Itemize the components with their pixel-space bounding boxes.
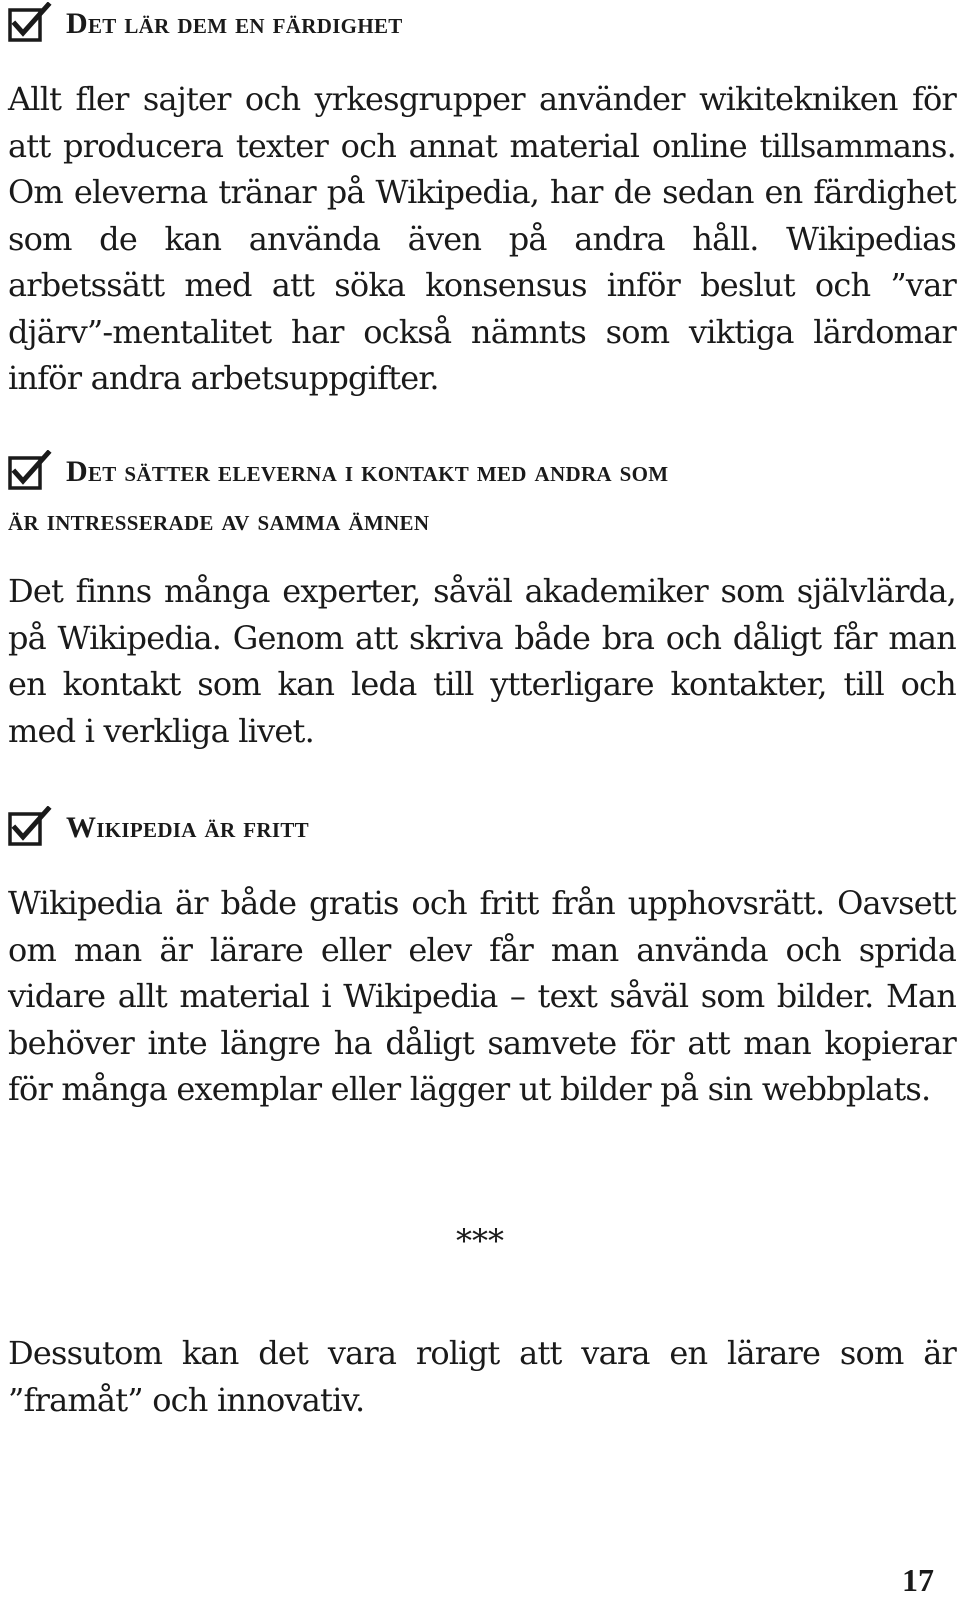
section-separator: *** — [456, 1222, 504, 1260]
section-skill — [8, 2, 956, 402]
section-heading: Det lär dem en färdighet — [66, 7, 403, 40]
section-heading-line1: Det sätter eleverna i kontakt med andra som — [66, 455, 669, 488]
section-contact — [8, 450, 956, 754]
checkbox-checked-icon — [8, 806, 52, 846]
closing-text: Dessutom kan det vara roligt att vara en lärare som är ”framåt” och innovativ. — [8, 1334, 956, 1419]
page-number: 17 — [902, 1562, 934, 1598]
section-heading-row — [8, 450, 956, 494]
section-body: Allt fler sajter och yrkesgrupper använder wikitekniken för att producera texter och annat material online tillsammans. Om eleverna tränar på Wikipedia, har de sedan en färdighet som de kan använda även på andra håll. Wikipedias arbetssätt med att söka konsensus inför beslut och ”var djärv”-mentalitet har också nämnts som viktiga lärdomar inför andra arbetsuppgifter. — [8, 80, 956, 397]
section-free — [8, 806, 956, 1113]
checkbox-checked-icon — [8, 450, 52, 490]
section-heading-row — [8, 2, 956, 46]
section-heading: Wikipedia är fritt — [66, 811, 309, 844]
section-heading-line2: är intresserade av samma ämnen — [8, 504, 430, 537]
section-body: Wikipedia är både gratis och fritt från upphovsrätt. Oavsett om man är lärare eller elev får man använda och sprida vidare allt material i Wikipedia – text såväl som bilder. Man behöver inte längre ha dåligt samvete för att man kopierar för många exemplar eller lägger ut bilder på sin webbplats. — [8, 884, 956, 1108]
closing-section — [8, 1330, 956, 1423]
section-body: Det finns många experter, såväl akademiker som självlärda, på Wikipedia. Genom att skriva både bra och dåligt får man en kontakt som kan leda till ytterligare kontakter, till och med i verkliga livet. — [8, 572, 956, 750]
section-heading-row — [8, 806, 956, 850]
checkbox-checked-icon — [8, 2, 52, 42]
